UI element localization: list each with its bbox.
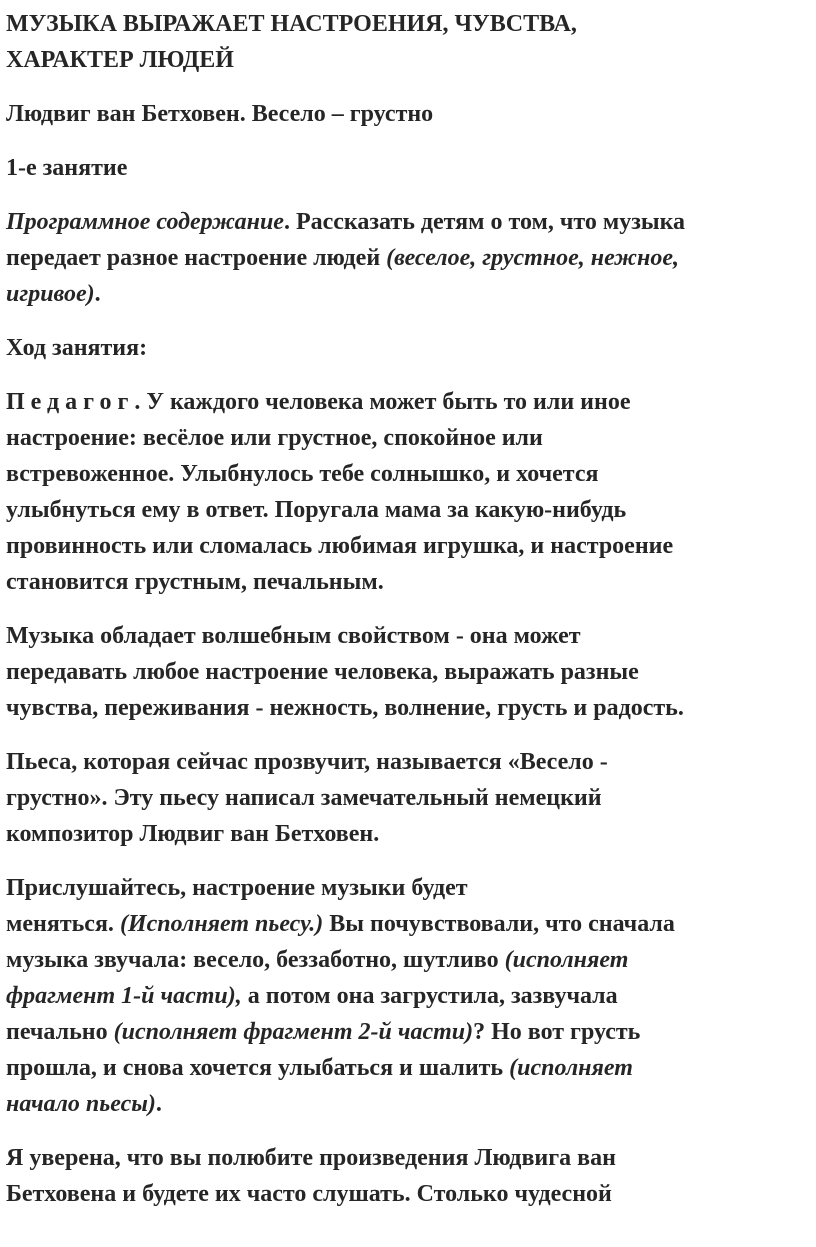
lesson-text: 1-е занятие — [6, 155, 128, 181]
document-subtitle — [6, 96, 816, 132]
p4-line-2 — [6, 906, 816, 942]
p4-line-4-b: а потом она загрустила, зазвучала — [241, 983, 618, 1009]
program-line-1 — [6, 204, 816, 240]
speaker-label: Педагог — [6, 389, 135, 415]
subtitle-text: Людвиг ван Бетховен. Весело – грустно — [6, 101, 434, 127]
p3-line-3: композитор Людвиг ван Бетховен. — [6, 821, 380, 847]
p4-line-5-b: ? Но вот грусть — [473, 1019, 641, 1045]
p4-line-3-a: музыка звучала: весело, беззаботно, шутливо — [6, 947, 505, 973]
paragraph-4 — [6, 870, 816, 1122]
document-title — [6, 6, 816, 78]
p4-line-7-italic: начало пьесы) — [6, 1091, 156, 1117]
program-line-2 — [6, 240, 816, 276]
p4-line-5-italic: (исполняет фрагмент 2-й части) — [113, 1019, 474, 1045]
p4-line-5-a: печально — [6, 1019, 114, 1045]
program-line-3 — [6, 276, 816, 312]
p4-line-2-b: Вы почувствовали, что сначала — [323, 911, 675, 937]
p4-line-4 — [6, 978, 816, 1014]
p4-line-6-a: прошла, и снова хочется улыбаться и шалить — [6, 1055, 510, 1081]
paragraph-2 — [6, 618, 816, 726]
p1-line-2: настроение: весёлое или грустное, спокойное или — [6, 425, 543, 451]
program-line-3-italic: игривое) — [6, 281, 95, 307]
p4-line-7 — [6, 1086, 816, 1122]
p4-line-7-b: . — [155, 1091, 162, 1117]
paragraph-3 — [6, 744, 816, 852]
p4-line-1: Прислушайтесь, настроение музыки будет — [6, 875, 468, 901]
p1-line-3: встревоженное. Улыбнулось тебе солнышко, и хочется — [6, 461, 599, 487]
program-line-1-text: . Рассказать детям о том, что музыка — [283, 209, 686, 235]
p4-line-2-a: меняться. — [6, 911, 120, 937]
p4-line-2-italic: (Исполняет пьесу.) — [119, 911, 324, 937]
title-line-1: МУЗЫКА ВЫРАЖАЕТ НАСТРОЕНИЯ, ЧУВСТВА, — [6, 11, 577, 37]
p1-line-5: провинность или сломалась любимая игрушка, и настроение — [6, 533, 674, 559]
course-text: Ход занятия: — [6, 335, 148, 361]
paragraph-5 — [6, 1140, 816, 1212]
course-heading — [6, 330, 816, 366]
p4-line-3-italic: (исполняет — [504, 947, 629, 973]
p2-line-1: Музыка обладает волшебным свойством - она может — [6, 623, 581, 649]
p1-line-4: улыбнуться ему в ответ. Поругала мама за какую-нибудь — [6, 497, 627, 523]
p4-line-5 — [6, 1014, 816, 1050]
program-line-2-italic: (веселое, грустное, нежное, — [386, 245, 679, 271]
paragraph-1 — [6, 384, 816, 600]
p4-line-6-italic: (исполняет — [509, 1055, 633, 1081]
program-line-2-text: передает разное настроение людей — [6, 245, 387, 271]
title-line-2: ХАРАКТЕР ЛЮДЕЙ — [6, 47, 234, 73]
p2-line-2: передавать любое настроение человека, выражать разные — [6, 659, 639, 685]
program-label: Программное содержание — [6, 209, 284, 235]
p1-line-1-rest: . У каждого человека может быть то или иное — [134, 389, 631, 415]
lesson-label — [6, 150, 816, 186]
program-line-3-end: . — [94, 281, 101, 307]
program-paragraph — [6, 204, 816, 312]
p4-line-3 — [6, 942, 816, 978]
p5-line-1: Я уверена, что вы полюбите произведения Людвига ван — [6, 1145, 616, 1171]
p3-line-2: грустно». Эту пьесу написал замечательный немецкий — [6, 785, 602, 811]
p1-line-1 — [6, 384, 816, 420]
p4-line-6 — [6, 1050, 816, 1086]
p4-line-4-italic: фрагмент 1-й части), — [6, 983, 242, 1009]
p3-line-1: Пьеса, которая сейчас прозвучит, называется «Весело - — [6, 749, 608, 775]
p2-line-3: чувства, переживания - нежность, волнение, грусть и радость. — [6, 695, 684, 721]
p5-line-2: Бетховена и будете их часто слушать. Столько чудесной — [6, 1181, 612, 1207]
p1-line-6: становится грустным, печальным. — [6, 569, 384, 595]
